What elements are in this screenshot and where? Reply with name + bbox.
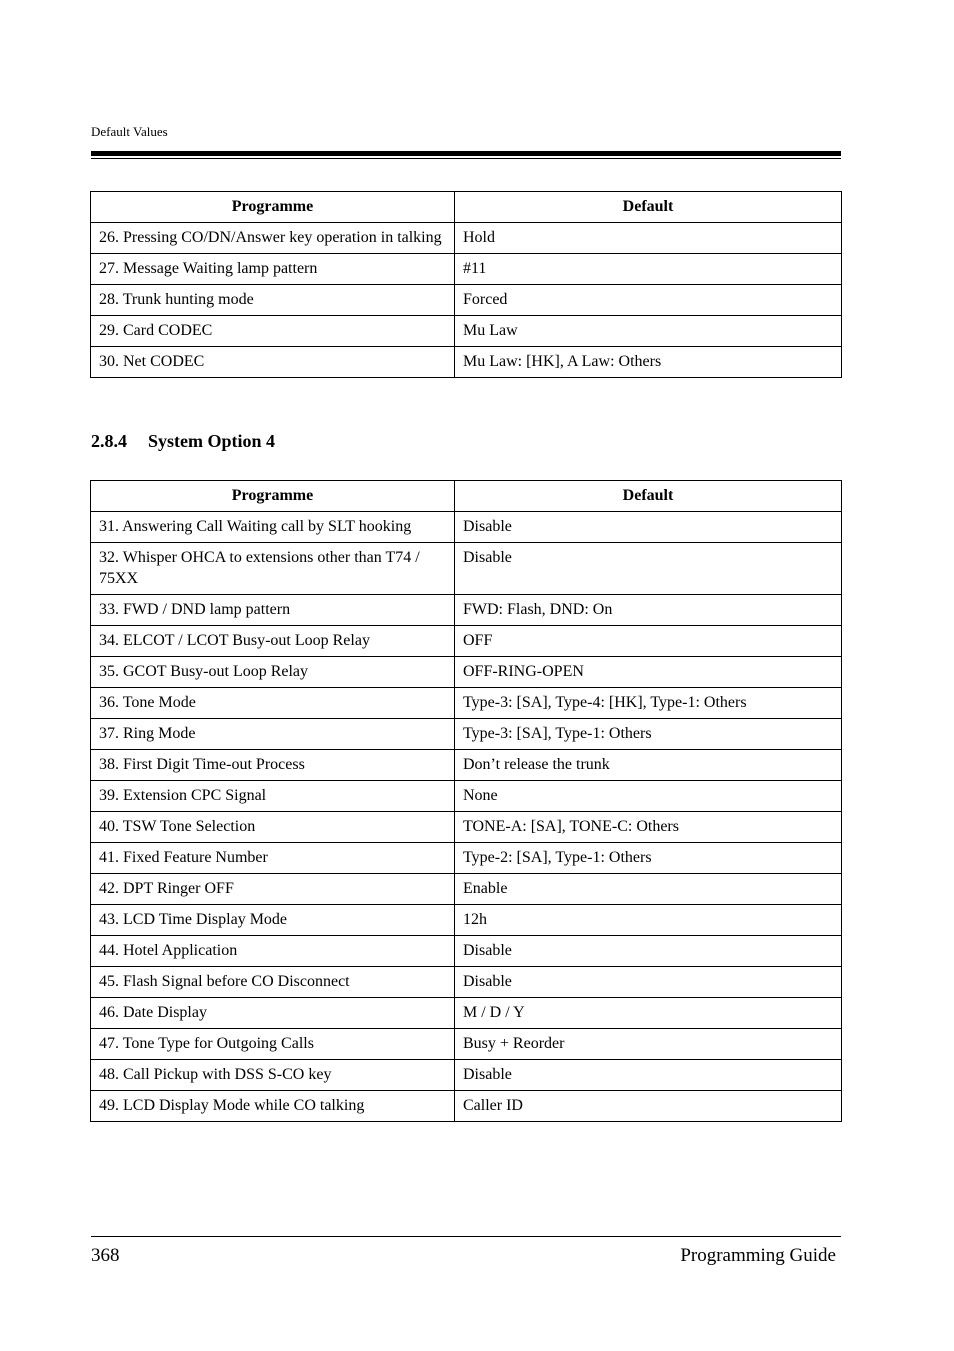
footer-title: Programming Guide xyxy=(680,1245,836,1266)
programme-cell: 34. ELCOT / LCOT Busy-out Loop Relay xyxy=(91,626,455,657)
default-cell: M / D / Y xyxy=(455,998,842,1029)
table-header-row xyxy=(91,192,842,223)
programme-cell: 31. Answering Call Waiting call by SLT hooking xyxy=(91,512,455,543)
programme-cell: 42. DPT Ringer OFF xyxy=(91,874,455,905)
default-cell: OFF-RING-OPEN xyxy=(455,657,842,688)
default-cell: Disable xyxy=(455,1060,842,1091)
table-row xyxy=(91,285,842,316)
default-cell: Disable xyxy=(455,543,842,595)
default-cell: Type-3: [SA], Type-4: [HK], Type-1: Others xyxy=(455,688,842,719)
default-cell: 12h xyxy=(455,905,842,936)
table-row xyxy=(91,688,842,719)
default-cell: TONE-A: [SA], TONE-C: Others xyxy=(455,812,842,843)
table-row xyxy=(91,843,842,874)
column-header-programme: Programme xyxy=(91,481,455,512)
table-row xyxy=(91,595,842,626)
table-row xyxy=(91,347,842,378)
table-row xyxy=(91,1060,842,1091)
programme-cell: 29. Card CODEC xyxy=(91,316,455,347)
table-row xyxy=(91,719,842,750)
column-header-default: Default xyxy=(455,192,842,223)
default-cell: Enable xyxy=(455,874,842,905)
table-row xyxy=(91,512,842,543)
table-row xyxy=(91,998,842,1029)
defaults-table-2 xyxy=(90,480,842,1122)
programme-cell: 38. First Digit Time-out Process xyxy=(91,750,455,781)
table-row xyxy=(91,1029,842,1060)
table-row xyxy=(91,750,842,781)
default-cell: Disable xyxy=(455,512,842,543)
column-header-programme: Programme xyxy=(91,192,455,223)
programme-cell: 35. GCOT Busy-out Loop Relay xyxy=(91,657,455,688)
table-header-row xyxy=(91,481,842,512)
header-thin-rule xyxy=(91,158,841,159)
table-row xyxy=(91,1091,842,1122)
table-row xyxy=(91,874,842,905)
default-cell: Disable xyxy=(455,936,842,967)
programme-cell: 27. Message Waiting lamp pattern xyxy=(91,254,455,285)
table-row xyxy=(91,657,842,688)
table-row xyxy=(91,905,842,936)
defaults-table-1 xyxy=(90,191,842,378)
programme-cell: 32. Whisper OHCA to extensions other than T74 / 75XX xyxy=(91,543,455,595)
programme-cell: 39. Extension CPC Signal xyxy=(91,781,455,812)
programme-cell: 48. Call Pickup with DSS S-CO key xyxy=(91,1060,455,1091)
default-cell: Forced xyxy=(455,285,842,316)
programme-cell: 41. Fixed Feature Number xyxy=(91,843,455,874)
column-header-default: Default xyxy=(455,481,842,512)
programme-cell: 43. LCD Time Display Mode xyxy=(91,905,455,936)
table-row xyxy=(91,626,842,657)
default-cell: None xyxy=(455,781,842,812)
default-cell: Busy + Reorder xyxy=(455,1029,842,1060)
table-row xyxy=(91,223,842,254)
table-row xyxy=(91,316,842,347)
default-cell: OFF xyxy=(455,626,842,657)
default-cell: Don’t release the trunk xyxy=(455,750,842,781)
programme-cell: 49. LCD Display Mode while CO talking xyxy=(91,1091,455,1122)
default-cell: Mu Law: [HK], A Law: Others xyxy=(455,347,842,378)
table-row xyxy=(91,936,842,967)
table-row xyxy=(91,781,842,812)
section-heading xyxy=(91,430,275,452)
table-row xyxy=(91,543,842,595)
table-row xyxy=(91,254,842,285)
default-cell: FWD: Flash, DND: On xyxy=(455,595,842,626)
table-row xyxy=(91,812,842,843)
programme-cell: 37. Ring Mode xyxy=(91,719,455,750)
default-cell: Disable xyxy=(455,967,842,998)
programme-cell: 28. Trunk hunting mode xyxy=(91,285,455,316)
programme-cell: 45. Flash Signal before CO Disconnect xyxy=(91,967,455,998)
footer-rule xyxy=(91,1236,841,1237)
default-cell: #11 xyxy=(455,254,842,285)
programme-cell: 40. TSW Tone Selection xyxy=(91,812,455,843)
programme-cell: 26. Pressing CO/DN/Answer key operation in talking xyxy=(91,223,455,254)
programme-cell: 30. Net CODEC xyxy=(91,347,455,378)
section-number: 2.8.4 xyxy=(91,431,127,451)
programme-cell: 36. Tone Mode xyxy=(91,688,455,719)
running-head: Default Values xyxy=(91,124,168,139)
programme-cell: 33. FWD / DND lamp pattern xyxy=(91,595,455,626)
default-cell: Type-3: [SA], Type-1: Others xyxy=(455,719,842,750)
default-cell: Type-2: [SA], Type-1: Others xyxy=(455,843,842,874)
programme-cell: 46. Date Display xyxy=(91,998,455,1029)
section-title-text: System Option 4 xyxy=(148,431,276,451)
page-number: 368 xyxy=(91,1245,120,1266)
programme-cell: 44. Hotel Application xyxy=(91,936,455,967)
programme-cell: 47. Tone Type for Outgoing Calls xyxy=(91,1029,455,1060)
default-cell: Caller ID xyxy=(455,1091,842,1122)
table-row xyxy=(91,967,842,998)
default-cell: Mu Law xyxy=(455,316,842,347)
default-cell: Hold xyxy=(455,223,842,254)
header-thick-rule xyxy=(91,151,841,156)
